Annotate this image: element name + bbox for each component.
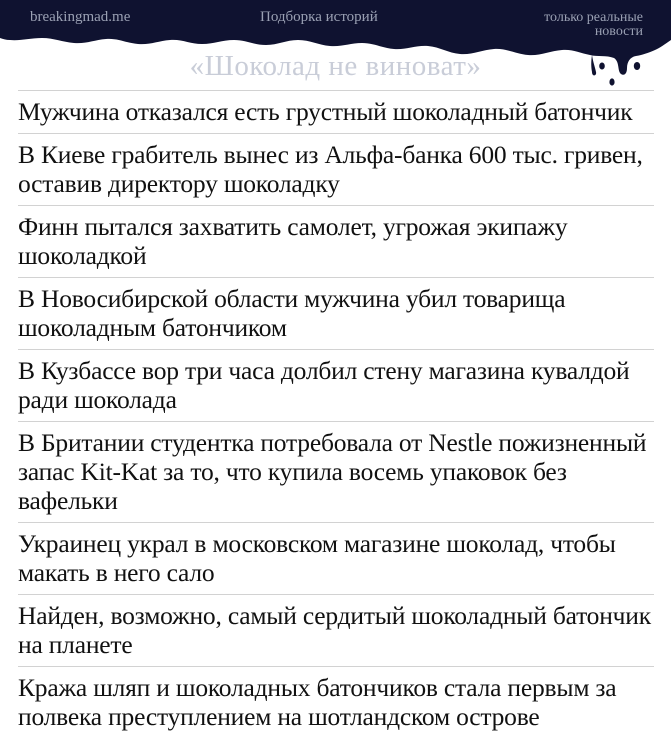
header (0, 0, 671, 95)
story-item[interactable]: В Новосибирской области мужчина убил товарища шоколадным батончиком (18, 277, 654, 349)
collection-label: Подборка историй (260, 9, 378, 25)
story-item[interactable]: В Кузбассе вор три часа долбил стену магазина кувалдой ради шоколада (18, 349, 654, 421)
story-item[interactable]: В Британии студентка потребовала от Nestle пожизненный запас Kit-Kat за то, что купила восемь упаковок без вафельки (18, 421, 654, 522)
story-item[interactable]: Украинец украл в московском магазине шоколад, чтобы макать в него сало (18, 522, 654, 594)
story-list (18, 90, 654, 738)
tagline: только реальные новости (544, 10, 643, 39)
site-name[interactable]: breakingmad.me (30, 9, 131, 25)
story-item[interactable]: Мужчина отказался есть грустный шоколадный батончик (18, 90, 654, 133)
story-item[interactable]: Найден, возможно, самый сердитый шоколадный батончик на планете (18, 594, 654, 666)
page-title: «Шоколад не виноват» (189, 50, 482, 82)
story-item[interactable]: Кража шляп и шоколадных батончиков стала первым за полвека преступлением на шотландском острове (18, 666, 654, 738)
story-item[interactable]: Финн пытался захватить самолет, угрожая экипажу шоколадкой (18, 205, 654, 277)
story-item[interactable]: В Киеве грабитель вынес из Альфа-банка 600 тыс. гривен, оставив директору шоколадку (18, 133, 654, 205)
